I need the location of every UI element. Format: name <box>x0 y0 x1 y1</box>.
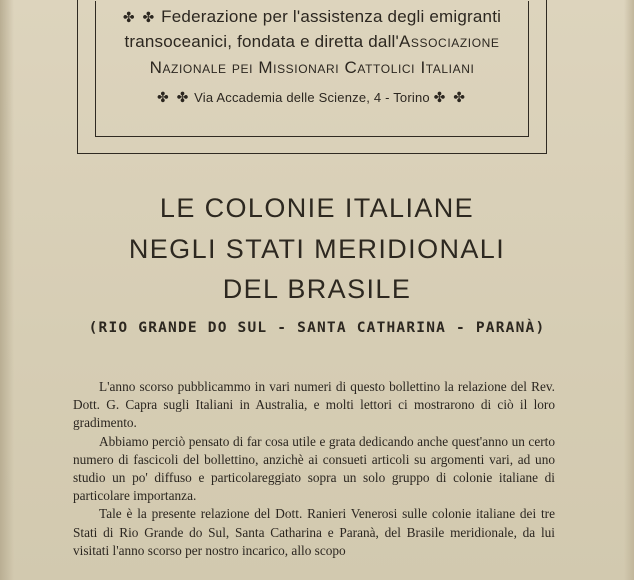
title-line-1: LE COLONIE ITALIANE <box>159 193 475 223</box>
federation-line-1 <box>96 7 528 27</box>
paragraph-1: L'anno scorso pubblicammo in vari numeri di questo bollettino la relazione del Rev. Dott. G. Capra sugli Italiani in Australia, e molti lettori ci mostrarono di ciò il loro gradimento. <box>73 379 555 431</box>
paragraph-3: Tale è la presente relazione del Dott. Ranieri Venerosi sulle colonie italiane dei tre Stati di Rio Grande do Sul, Santa Catharina e Paranà, del Brasile meridionale, da lui visitati l'anno scorso per nostro incarico, allo scopo <box>73 506 555 558</box>
federation-line-2 <box>96 32 528 52</box>
federation-text-1: Federazione per l'assistenza degli emigranti <box>161 7 502 26</box>
address-line <box>96 89 528 106</box>
ornament-icon: ✤ ✤ <box>122 9 157 25</box>
article-body <box>73 378 555 560</box>
paragraph-2: Abbiamo perciò pensato di far cosa utile e grata dedicando anche quest'anno un certo numero di fascicoli del bollettino, anzichè ai consueti articoli su argomenti vari, ad uno studio un po' diffuso e particolareggiato sopra un solo gruppo di colonie italiane di particolare importanza. <box>73 433 555 504</box>
federation-text-2: transoceanici, fondata e diretta dall' <box>124 32 399 51</box>
ornament-icon: ✤ ✤ <box>433 89 468 105</box>
title-line-3: DEL BRASILE <box>222 274 412 304</box>
ornament-icon: ✤ ✤ <box>156 89 191 105</box>
address-text: Via Accademia delle Scienze, 4 - Torino <box>194 90 430 105</box>
subtitle: (RIO GRANDE DO SUL - SANTA CATHARINA - PARANÀ) <box>88 320 546 336</box>
federation-text-3-smallcaps: Nazionale pei Missionari Cattolici Italiani <box>149 58 475 77</box>
header-frame <box>77 0 547 154</box>
federation-text-2-smallcaps: Associazione <box>398 32 500 51</box>
federation-line-3 <box>96 58 528 78</box>
header-inner-frame <box>95 1 529 137</box>
title-line-2: NEGLI STATI MERIDIONALI <box>128 234 506 264</box>
